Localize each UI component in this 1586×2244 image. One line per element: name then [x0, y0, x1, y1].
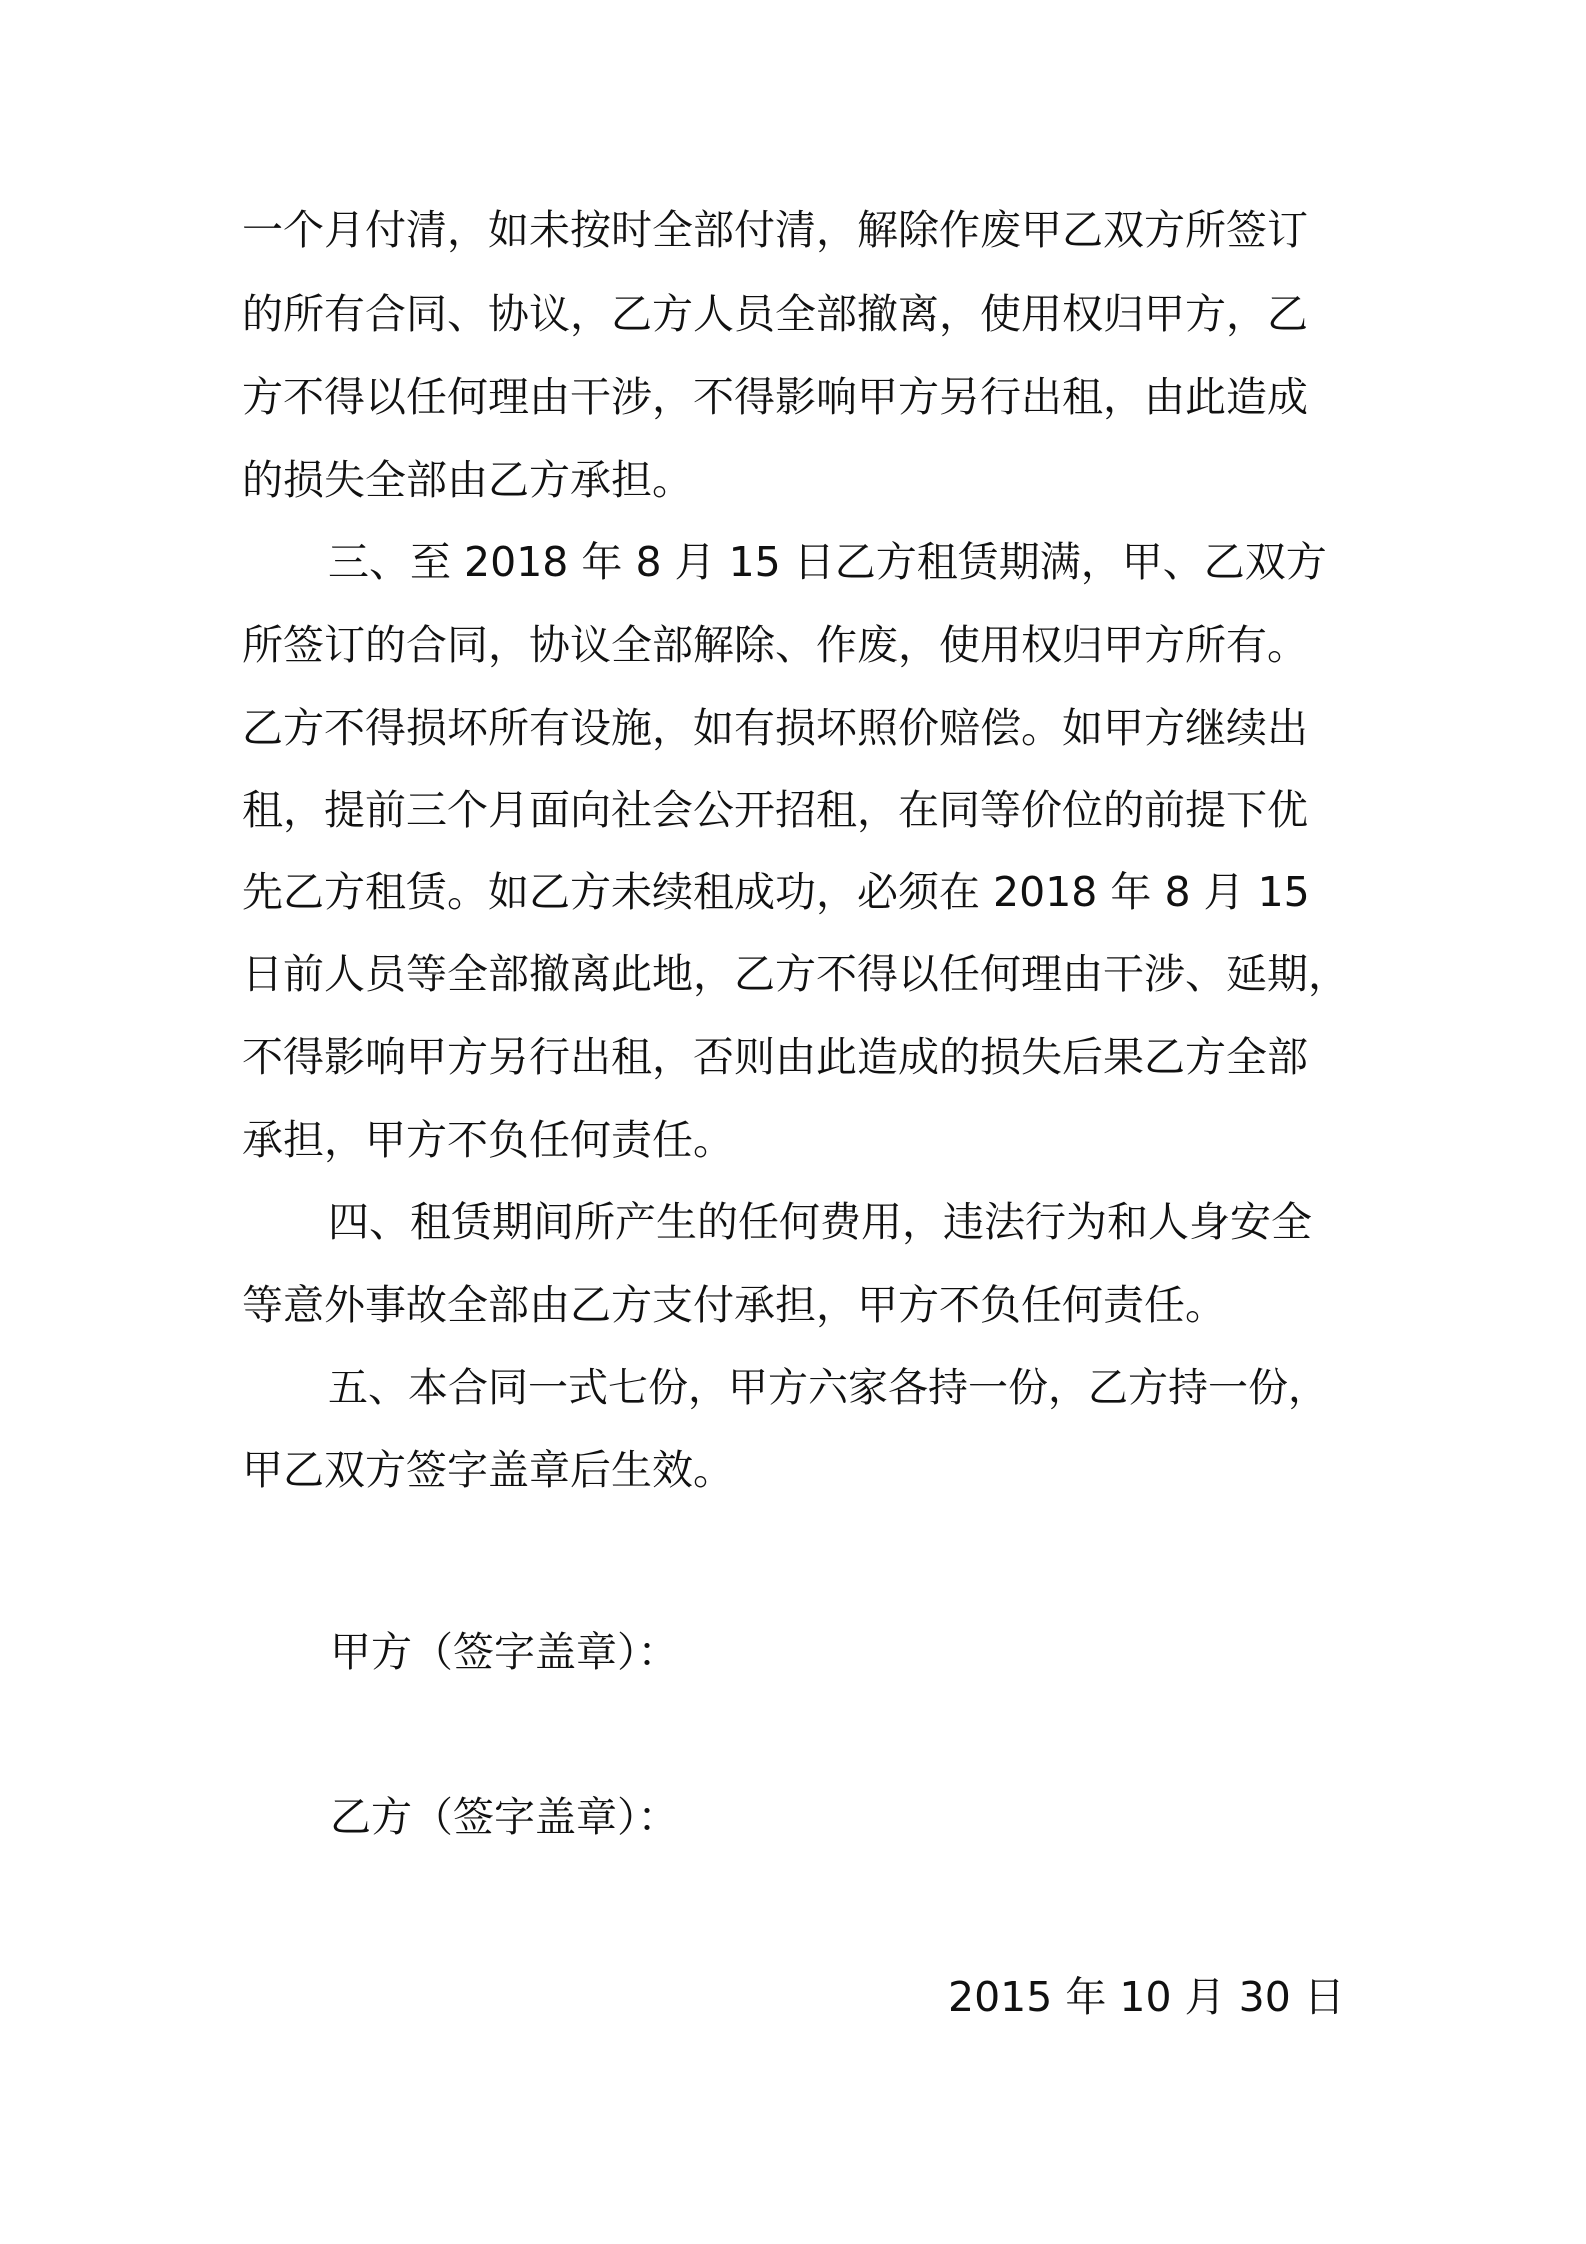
clause-3-line-text: 日前人员等全部撤离此地，乙方不得以任何理由干涉、延期， [242, 950, 1349, 998]
clause-3-line-text: 承担，甲方不负任何责任。 [242, 1116, 734, 1164]
clause-5-line [0, 1440, 1586, 1500]
clause-5-line [0, 1358, 1586, 1418]
paragraph-line-text: 方不得以任何理由干涉，不得影响甲方另行出租，由此造成 [242, 373, 1308, 421]
clause-4-line [0, 1275, 1586, 1335]
paragraph-line [0, 367, 1586, 427]
clause-3-line-text: 乙方不得损坏所有设施，如有损坏照价赔偿。如甲方继续出 [242, 704, 1308, 752]
clause-3-line-text: 所签订的合同，协议全部解除、作废，使用权归甲方所有。 [242, 621, 1308, 669]
clause-3-line [0, 532, 1586, 592]
clause-3-line [0, 862, 1586, 922]
clause-3-line-text: 不得影响甲方另行出租，否则由此造成的损失后果乙方全部 [242, 1033, 1308, 1081]
clause-3-line [0, 615, 1586, 675]
party-a-signature-label: 甲方（签字盖章）： [330, 1628, 679, 1676]
contract-date: 2015 年 10 月 30 日 [948, 1973, 1345, 2021]
clause-5-line-text: 五、本合同一式七份，甲方六家各持一份，乙方持一份， [328, 1365, 1328, 1411]
clause-3-line-text: 先乙方租赁。如乙方未续租成功，必须在 2018 年 8 月 15 [242, 868, 1310, 916]
clause-3-line [0, 1110, 1586, 1170]
clause-3-line [0, 698, 1586, 758]
paragraph-line [0, 284, 1586, 344]
clause-3-line [0, 1027, 1586, 1087]
clause-3-line [0, 944, 1586, 1004]
clause-5-line-text: 甲乙双方签字盖章后生效。 [242, 1446, 734, 1494]
paragraph-line-text: 的所有合同、协议，乙方人员全部撤离，使用权归甲方，乙 [242, 290, 1308, 338]
clause-4-line-text: 等意外事故全部由乙方支付承担，甲方不负任何责任。 [242, 1281, 1226, 1329]
paragraph-line-text: 一个月付清，如未按时全部付清，解除作废甲乙双方所签订 [242, 206, 1308, 254]
clause-3-line-text: 租，提前三个月面向社会公开招租，在同等价位的前提下优 [242, 786, 1308, 834]
party-b-signature-label: 乙方（签字盖章）： [330, 1793, 679, 1841]
clause-4-line-text: 四、租赁期间所产生的任何费用，违法行为和人身安全 [328, 1198, 1312, 1246]
paragraph-line-text: 的损失全部由乙方承担。 [242, 456, 693, 504]
paragraph-line [0, 450, 1586, 510]
clause-3-line-text: 三、至 2018 年 8 月 15 日乙方租赁期满，甲、乙双方 [328, 538, 1327, 586]
clause-4-line [0, 1192, 1586, 1252]
paragraph-line [0, 200, 1586, 260]
clause-3-line [0, 780, 1586, 840]
